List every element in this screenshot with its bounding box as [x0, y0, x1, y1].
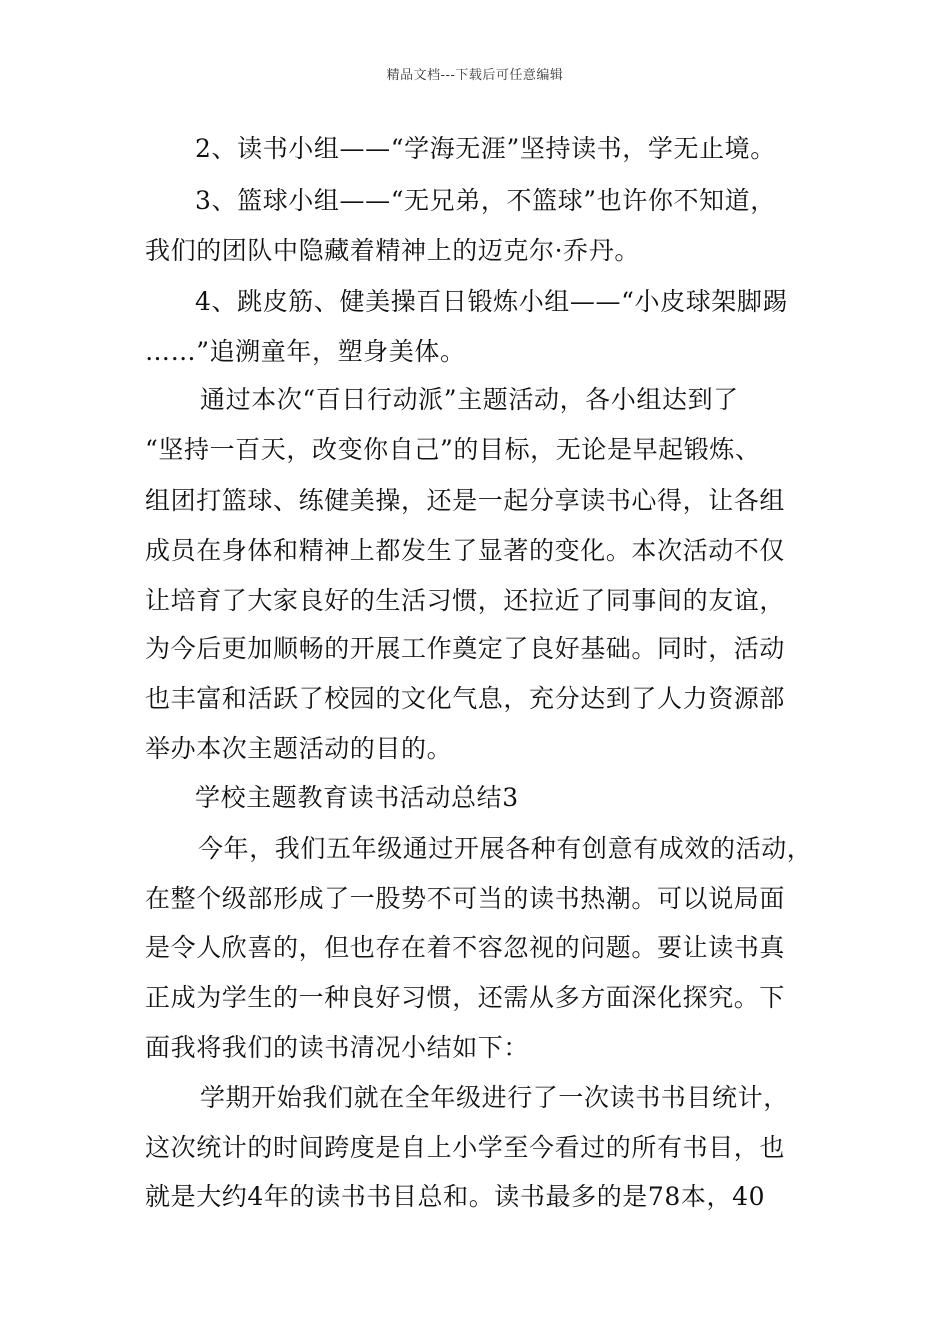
section-title: 学校主题教育读书活动总结3 — [195, 783, 519, 812]
text-line: 通过本次“百日行动派”主题活动，各小组达到了 — [200, 385, 739, 414]
text-line: 成员在身体和精神上都发生了显著的变化。本次活动不仅 — [145, 536, 786, 565]
text-line: ……”追溯童年，塑身美体。 — [145, 337, 466, 366]
text-line: 今年，我们五年级通过开展各种有创意有成效的活动， — [198, 834, 813, 863]
text-line: 是令人欣喜的，但也存在着不容忽视的问题。要让读书真 — [145, 933, 786, 962]
text-line: 为今后更加顺畅的开展工作奠定了良好基础。同时，活动 — [145, 634, 786, 663]
page-header: 精品文档---下载后可任意编辑 — [386, 68, 564, 83]
text-line: 4、跳皮筋、健美操百日锻炼小组——“小皮球架脚踢 — [195, 287, 789, 316]
text-line: 在整个级部形成了一股势不可当的读书热潮。可以说局面 — [145, 884, 786, 913]
text-line: 我们的团队中隐藏着精神上的迈克尔·乔丹。 — [145, 236, 640, 265]
text-line: 这次统计的时间跨度是自上小学至今看过的所有书目，也 — [145, 1133, 786, 1162]
text-line: 组团打篮球、练健美操，还是一起分享读书心得，让各组 — [145, 486, 786, 515]
text-line: 2、读书小组——“学海无涯”坚持读书，学无止境。 — [195, 134, 776, 163]
text-line: 举办本次主题活动的目的。 — [145, 734, 453, 763]
text-line: 3、篮球小组——“无兄弟，不篮球”也许你不知道， — [195, 186, 776, 215]
text-line: 也丰富和活跃了校园的文化气息，充分达到了人力资源部 — [145, 684, 786, 713]
text-line: “坚持一百天，改变你自己”的目标，无论是早起锻炼、 — [145, 435, 761, 464]
text-line: 就是大约4年的读书书目总和。读书最多的是78本，40 — [145, 1182, 766, 1211]
text-line: 让培育了大家良好的生活习惯，还拉近了同事间的友谊， — [145, 586, 786, 615]
text-line: 面我将我们的读书清况小结如下： — [145, 1033, 530, 1062]
text-line: 正成为学生的一种良好习惯，还需从多方面深化探究。下 — [145, 983, 786, 1012]
text-line: 学期开始我们就在全年级进行了一次读书书目统计， — [200, 1083, 789, 1112]
